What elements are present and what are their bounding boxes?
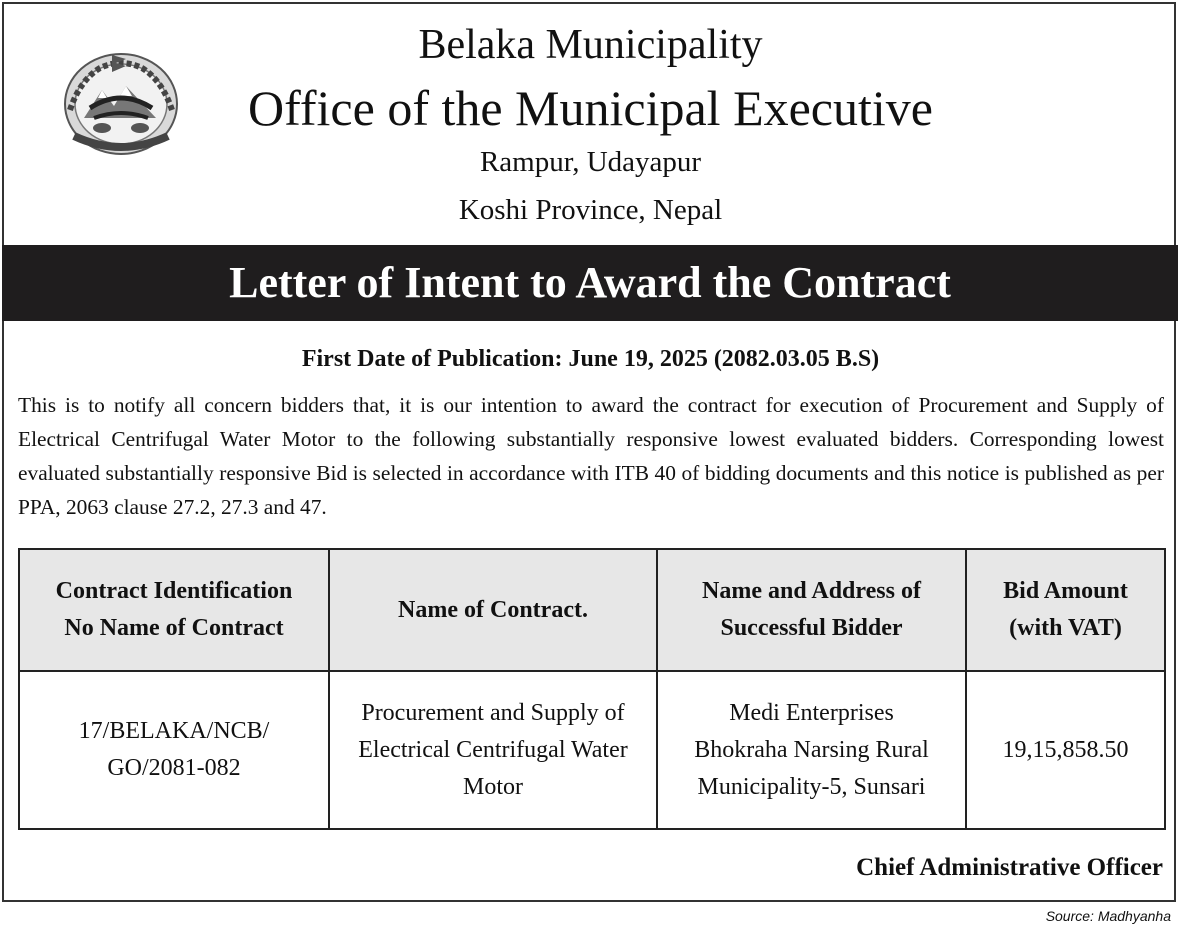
cell-line: Motor <box>463 773 523 800</box>
header-line: Name of Contract. <box>398 596 588 623</box>
source-credit: Source: Madhyanha <box>1045 908 1171 924</box>
cell-contract-id <box>19 671 329 829</box>
header-bid-amount <box>966 549 1165 671</box>
notice-title: Letter of Intent to Award the Contract <box>229 258 951 307</box>
header-line: No Name of Contract <box>64 615 284 641</box>
office-name: Office of the Municipal Executive <box>248 80 933 136</box>
publication-date: First Date of Publication: June 19, 2025 (2082.03.05 B.S) <box>301 346 880 372</box>
cell-line: 17/BELAKA/NCB/ <box>78 718 270 744</box>
header-contract-id <box>19 549 329 671</box>
cell-line: Electrical Centrifugal Water <box>358 736 628 763</box>
cell-line: Procurement and Supply of <box>361 699 625 726</box>
header-line: Bid Amount <box>1003 578 1128 604</box>
header-line: (with VAT) <box>1009 615 1122 641</box>
cell-bidder <box>657 671 966 829</box>
signatory-title: Chief Administrative Officer <box>856 854 1163 881</box>
notice-body: This is to notify all concern bidders that, it is our intention to award the contract for execution of Procurement and Supply of Electrical Centrifugal Water Motor to the following substantially responsive lowest evaluated bidders. Corresponding lowest evaluated substantially responsive Bid is selected in accordance with ITB 40 of bidding documents and this notice is published as per PPA, 2063 clause 27.2, 27.3 and 47. <box>18 393 1164 519</box>
cell-line: Bhokraha Narsing Rural <box>694 736 929 763</box>
cell-line: GO/2081-082 <box>107 755 241 781</box>
office-province: Koshi Province, Nepal <box>458 194 723 226</box>
office-location: Rampur, Udayapur <box>479 146 702 178</box>
header-line: Name and Address of <box>702 578 921 604</box>
cell-line: Medi Enterprises <box>729 699 894 726</box>
header-bidder <box>657 549 966 671</box>
header-contract-name <box>329 549 657 671</box>
header-line: Successful Bidder <box>720 615 903 641</box>
cell-line: Municipality-5, Sunsari <box>697 773 926 800</box>
award-table <box>18 548 1166 830</box>
header-line: Contract Identification <box>55 578 293 604</box>
table-header-row <box>19 549 1165 671</box>
cell-bid-amount: 19,15,858.50 <box>966 671 1165 829</box>
municipality-name: Belaka Municipality <box>418 22 763 68</box>
cell-contract-name <box>329 671 657 829</box>
notice-title-banner <box>2 245 1178 321</box>
table-row <box>19 671 1165 829</box>
